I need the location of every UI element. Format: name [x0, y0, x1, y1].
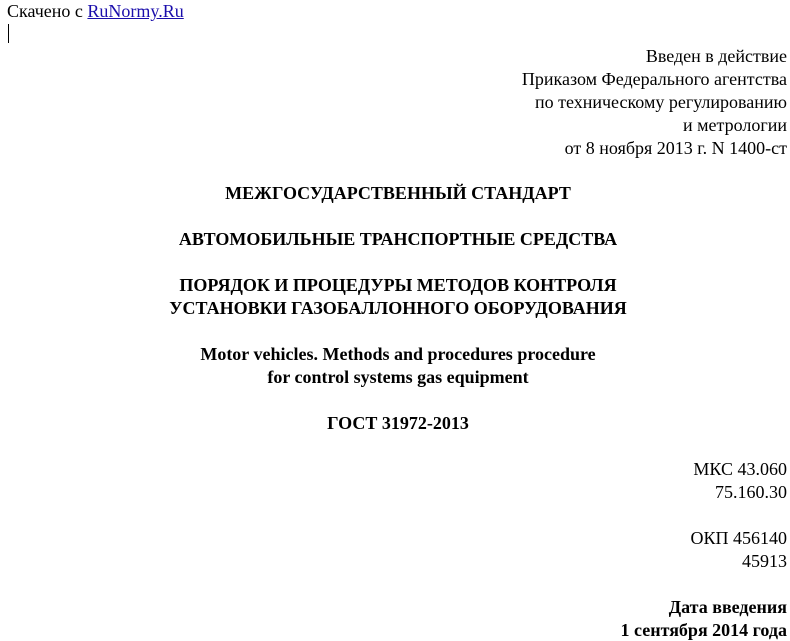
introduction-date-label: Дата введения [668, 597, 787, 617]
title-ru-line-1: ПОРЯДОК И ПРОЦЕДУРЫ МЕТОДОВ КОНТРОЛЯ [179, 275, 617, 295]
enactment-line-3: по техническому регулированию [534, 92, 787, 112]
text-cursor [8, 24, 9, 43]
gost-designation: ГОСТ 31972-2013 [327, 413, 469, 433]
mks-code-1: МКС 43.060 [693, 459, 787, 479]
title-ru-line-2: УСТАНОВКИ ГАЗОБАЛЛОННОГО ОБОРУДОВАНИЯ [169, 298, 627, 318]
enactment-line-2: Приказом Федерального агентства [521, 69, 787, 89]
mks-code-2: 75.160.30 [715, 482, 787, 502]
source-line [7, 0, 184, 22]
okp-code-1: ОКП 456140 [690, 528, 787, 548]
source-link[interactable]: RuNormy.Ru [87, 1, 184, 21]
enactment-line-1: Введен в действие [645, 46, 787, 66]
subject-heading: АВТОМОБИЛЬНЫЕ ТРАНСПОРТНЫЕ СРЕДСТВА [178, 229, 618, 249]
enactment-line-4: и метрологии [683, 115, 787, 135]
title-en-line-2: for control systems gas equipment [267, 367, 529, 387]
title-en-line-1: Motor vehicles. Methods and procedures procedure [200, 344, 596, 364]
source-prefix: Скачено с [7, 1, 88, 21]
enactment-line-5: от 8 ноября 2013 г. N 1400-ст [564, 138, 787, 158]
introduction-date-value: 1 сентября 2014 года [620, 620, 787, 640]
standard-type-heading: МЕЖГОСУДАРСТВЕННЫЙ СТАНДАРТ [225, 183, 571, 203]
okp-code-2: 45913 [742, 551, 787, 571]
